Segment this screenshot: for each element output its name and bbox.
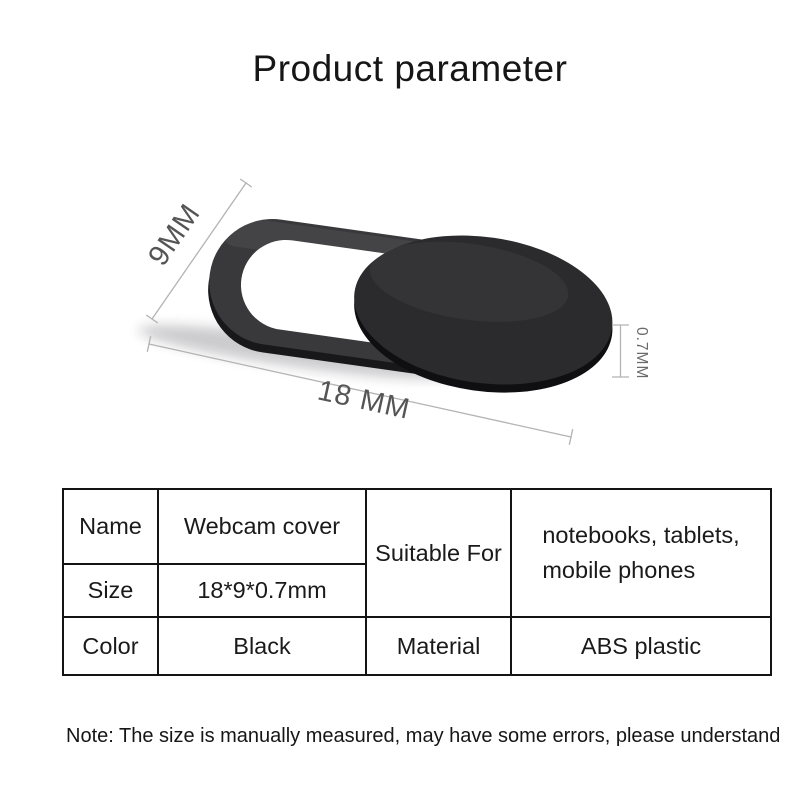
dimension-9mm-tick-top [240, 179, 252, 187]
suitable-for-line1: notebooks, tablets, [542, 521, 740, 548]
size-value-cell: 18*9*0.7mm [158, 564, 366, 617]
suitable-for-label-cell: Suitable For [366, 489, 511, 617]
dimension-07mm [612, 325, 629, 377]
spec-table [62, 488, 772, 676]
suitable-for-value-cell [511, 489, 771, 617]
dimension-9mm-label: 9MM [142, 198, 207, 272]
note-text: Note: The size is manually measured, may have some errors, please understand [66, 725, 781, 747]
dimension-9mm-tick-bottom [146, 315, 158, 323]
table-row-name [63, 489, 771, 564]
color-label-cell: Color [63, 617, 158, 675]
size-label-cell: Size [63, 564, 158, 617]
color-value-cell: Black [158, 617, 366, 675]
suitable-for-line2: mobile phones [542, 557, 696, 583]
table-row-color [63, 617, 771, 675]
material-label-cell: Material [366, 617, 511, 675]
suitable-for-value [542, 518, 739, 589]
dimension-07mm-label: 0.7MM [633, 327, 650, 380]
page-title: Product parameter [252, 48, 568, 89]
name-value-cell: Webcam cover [158, 489, 366, 564]
dimension-18mm-label: 18 MM [314, 374, 414, 426]
material-value-cell: ABS plastic [511, 617, 771, 675]
name-label-cell: Name [63, 489, 158, 564]
